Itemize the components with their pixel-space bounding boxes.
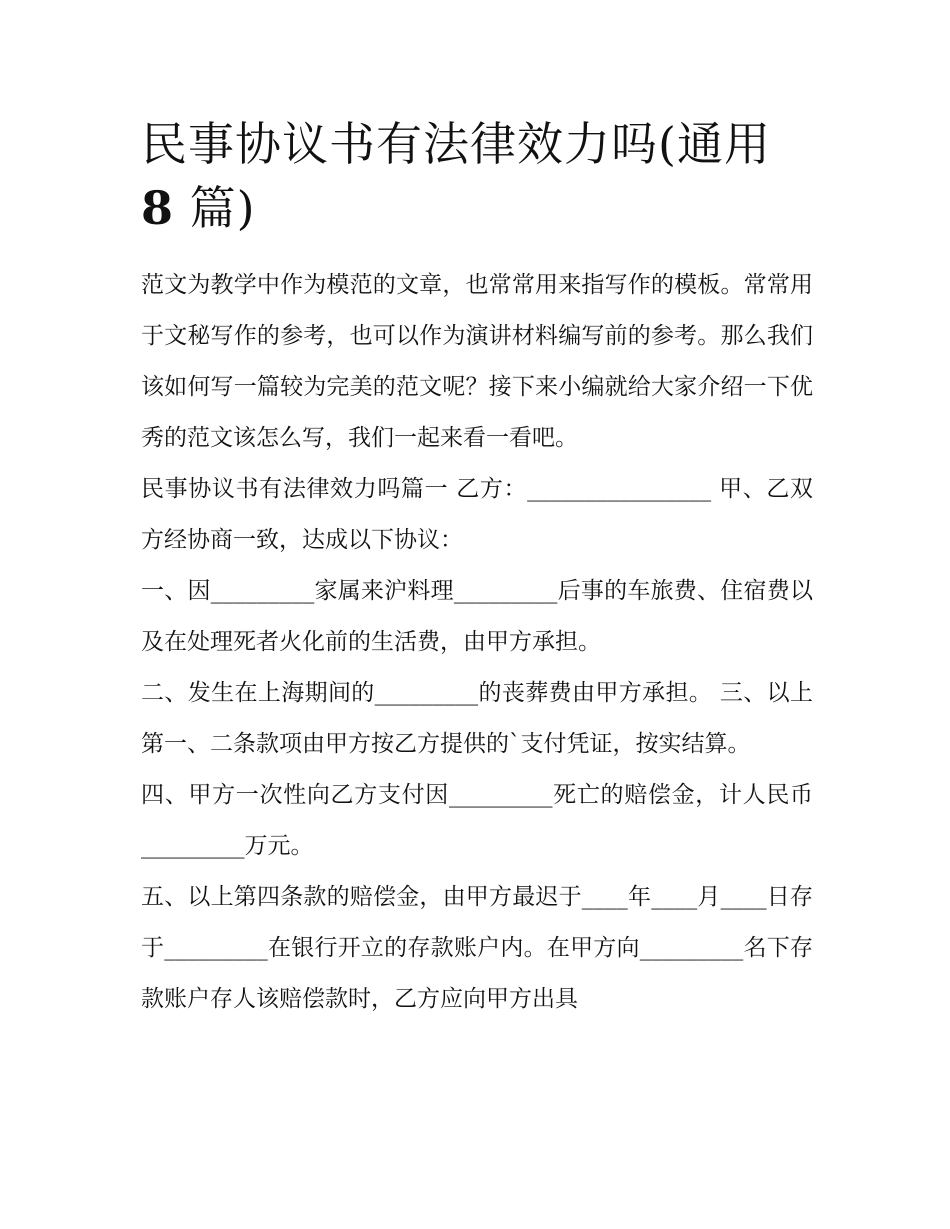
clause-four-paragraph: 四、甲方一次性向乙方支付因_________死亡的赔偿金，计人民币_________万元。 <box>141 782 813 859</box>
title-number: 8 <box>141 181 175 235</box>
clause-five-paragraph: 五、以上第四条款的赔偿金，由甲方最迟于____年____月____日存于_________在银行开立的存款账户内。在甲方向_________名下存款账户存人该赔偿款时，乙方应向甲方出具 <box>141 884 814 1012</box>
agreement-heading-paragraph: 民事协议书有法律效力吗篇一 乙方：________________ 甲、乙双方经协商一致，达成以下协议： <box>141 476 813 553</box>
clause-one-paragraph: 一、因_________家属来沪料理_________后事的车旅费、住宿费以及在处理死者火化前的生活费，由甲方承担。 <box>141 578 813 655</box>
clause-two-three-paragraph: 二、发生在上海期间的_________的丧葬费由甲方承担。 三、以上第一、二条款项由甲方按乙方提供的`支付凭证，按实结算。 <box>141 680 813 757</box>
title-tail: 篇) <box>174 181 256 235</box>
document-title <box>141 112 813 240</box>
document-page <box>141 112 813 1025</box>
title-main: 民事协议书有法律效力吗(通用 <box>141 117 771 171</box>
document-body <box>141 260 813 1025</box>
intro-paragraph: 范文为教学中作为模范的文章，也常常用来指写作的模板。常常用于文秘写作的参考，也可以作为演讲材料编写前的参考。那么我们该如何写一篇较为完美的范文呢？接下来小编就给大家介绍一下优秀的范文该怎么写，我们一起来看一看吧。 <box>141 272 813 451</box>
